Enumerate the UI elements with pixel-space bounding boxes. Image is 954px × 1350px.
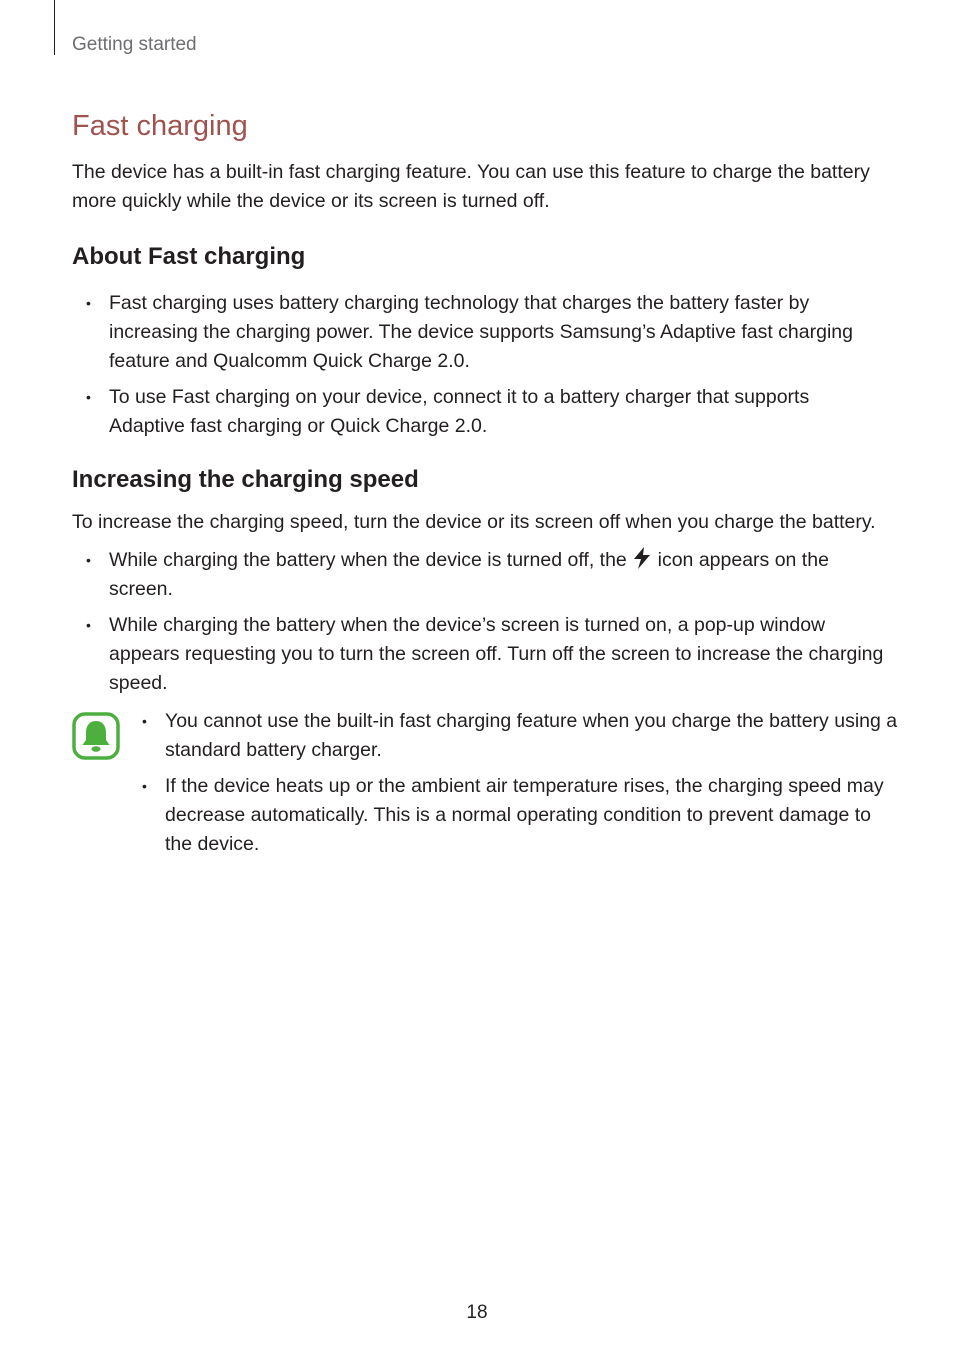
list-item: • While charging the battery when the device’s screen is turned on, a pop-up window appears requesting you to turn the screen off. Turn off the screen to increase the charging speed. (72, 611, 892, 698)
list-item: • Fast charging uses battery charging technology that charges the battery faster by increasing the charging power. The device supports Samsung’s Adaptive fast charging feature and Qualcomm Quick Charge 2.0. (72, 289, 882, 376)
speed-intro-paragraph: To increase the charging speed, turn the device or its screen off when you charge the battery. (72, 511, 876, 533)
page-number: 18 (466, 1302, 488, 1323)
list-item (72, 546, 892, 604)
page-title: Fast charging (72, 110, 248, 142)
speed-list (72, 546, 892, 705)
lightning-bolt-icon (632, 547, 652, 569)
list-item: • If the device heats up or the ambient air temperature rises, the charging speed may decrease automatically. This is a normal operating condition to prevent damage to the device. (128, 772, 898, 859)
list-item: • You cannot use the built-in fast charging feature when you charge the battery using a standard battery charger. (128, 707, 898, 765)
margin-rule (54, 0, 55, 55)
heading-about-fast-charging: About Fast charging (72, 243, 306, 270)
note-list (128, 707, 898, 866)
list-item: • To use Fast charging on your device, connect it to a battery charger that supports Adaptive fast charging or Quick Charge 2.0. (72, 383, 882, 441)
list-item-text-before-icon: While charging the battery when the device is turned off, the (109, 549, 627, 571)
list-item-text-after-icon: icon appears on the screen. (109, 549, 829, 600)
about-list (72, 289, 882, 448)
notification-bell-icon (72, 712, 120, 760)
running-head: Getting started (72, 34, 197, 55)
heading-increasing-charging-speed: Increasing the charging speed (72, 466, 419, 493)
intro-paragraph: The device has a built-in fast charging feature. You can use this feature to charge the battery more quickly while the device or its screen is turned off. (72, 161, 870, 212)
